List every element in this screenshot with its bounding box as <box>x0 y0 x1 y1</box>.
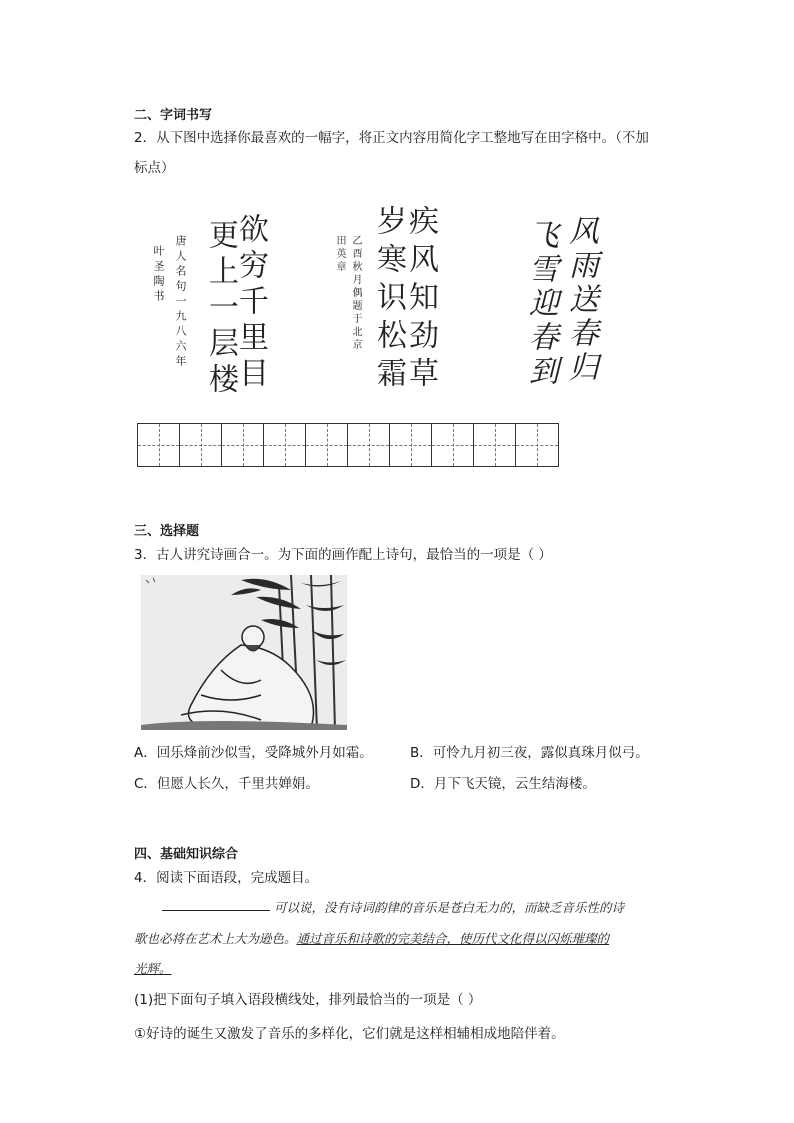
option-c[interactable]: C．但愿人长久，千里共婵娟。 <box>134 776 319 792</box>
option-a[interactable]: A．回乐烽前沙似雪，受降城外月如霜。 <box>134 745 373 761</box>
scholar-under-bamboo-drawing <box>141 575 347 730</box>
calligraphy-right-col1: 风雨送春归 <box>563 215 598 385</box>
calligraphy-left-col1: 欲穷千里目 <box>233 213 268 393</box>
painting-image <box>141 575 347 730</box>
option-d[interactable]: D．月下飞天镜，云生结海楼。 <box>410 776 596 792</box>
passage-line-2-plain: 歌也必将在艺术上大为逊色。 <box>134 931 297 946</box>
section-heading-3: 三、选择题 <box>134 524 200 539</box>
passage-blank-line[interactable] <box>162 910 270 911</box>
passage-line-3-underlined: 光辉。 <box>134 961 172 976</box>
calligraphy-left-col3: 唐人名句一九八六年 <box>174 235 187 370</box>
calligraphy-left-col2: 更上一层楼 <box>203 219 238 399</box>
question-2-text-cont: 标点） <box>134 160 175 176</box>
calligraphy-left-col4: 叶圣陶书 <box>152 245 165 305</box>
sub-question-1: (1)把下面句子填入语段横线处，排列最恰当的一项是（ ） <box>134 992 482 1008</box>
grid-cell[interactable] <box>264 424 306 466</box>
calligraphy-right-col2: 飞雪迎春到 <box>523 219 558 389</box>
grid-cell[interactable] <box>222 424 264 466</box>
grid-cell[interactable] <box>390 424 432 466</box>
sentence-item-1: ①好诗的诞生又激发了音乐的多样化，它们就是这样相辅相成地陪伴着。 <box>134 1026 565 1042</box>
calligraphy-image <box>140 205 610 410</box>
grid-cell[interactable] <box>432 424 474 466</box>
calligraphy-mid-col1: 疾风知劲草 <box>403 205 438 395</box>
grid-cell[interactable] <box>516 424 558 466</box>
passage-line-2-underlined: 通过音乐和诗歌的完美结合，使历代文化得以闪烁璀璨的 <box>296 931 610 946</box>
grid-cell[interactable] <box>180 424 222 466</box>
question-2-text: 2．从下图中选择你最喜欢的一幅字，将正文内容用简化字工整地写在田字格中。（不加 <box>134 130 649 146</box>
calligraphy-mid-col4: 田英章 <box>334 235 345 274</box>
calligraphy-mid-col3: 乙酉秋月偶题于北京 <box>350 235 361 352</box>
calligraphy-mid-col2: 岁寒识松霜 <box>371 205 406 395</box>
question-3-text: 3．古人讲究诗画合一。为下面的画作配上诗句，最恰当的一项是（ ） <box>134 547 552 563</box>
passage-line-1: 可以说，没有诗词韵律的音乐是苍白无力的，而缺乏音乐性的诗 <box>274 900 625 915</box>
writing-grid[interactable] <box>137 423 559 467</box>
grid-cell[interactable] <box>306 424 348 466</box>
section-heading-4: 四、基础知识综合 <box>134 847 239 862</box>
question-4-text: 4．阅读下面语段，完成题目。 <box>134 870 319 886</box>
grid-cell[interactable] <box>474 424 516 466</box>
grid-cell[interactable] <box>138 424 180 466</box>
section-heading-2: 二、字词书写 <box>134 108 213 123</box>
grid-cell[interactable] <box>348 424 390 466</box>
option-b[interactable]: B．可怜九月初三夜，露似真珠月似弓。 <box>410 745 649 761</box>
